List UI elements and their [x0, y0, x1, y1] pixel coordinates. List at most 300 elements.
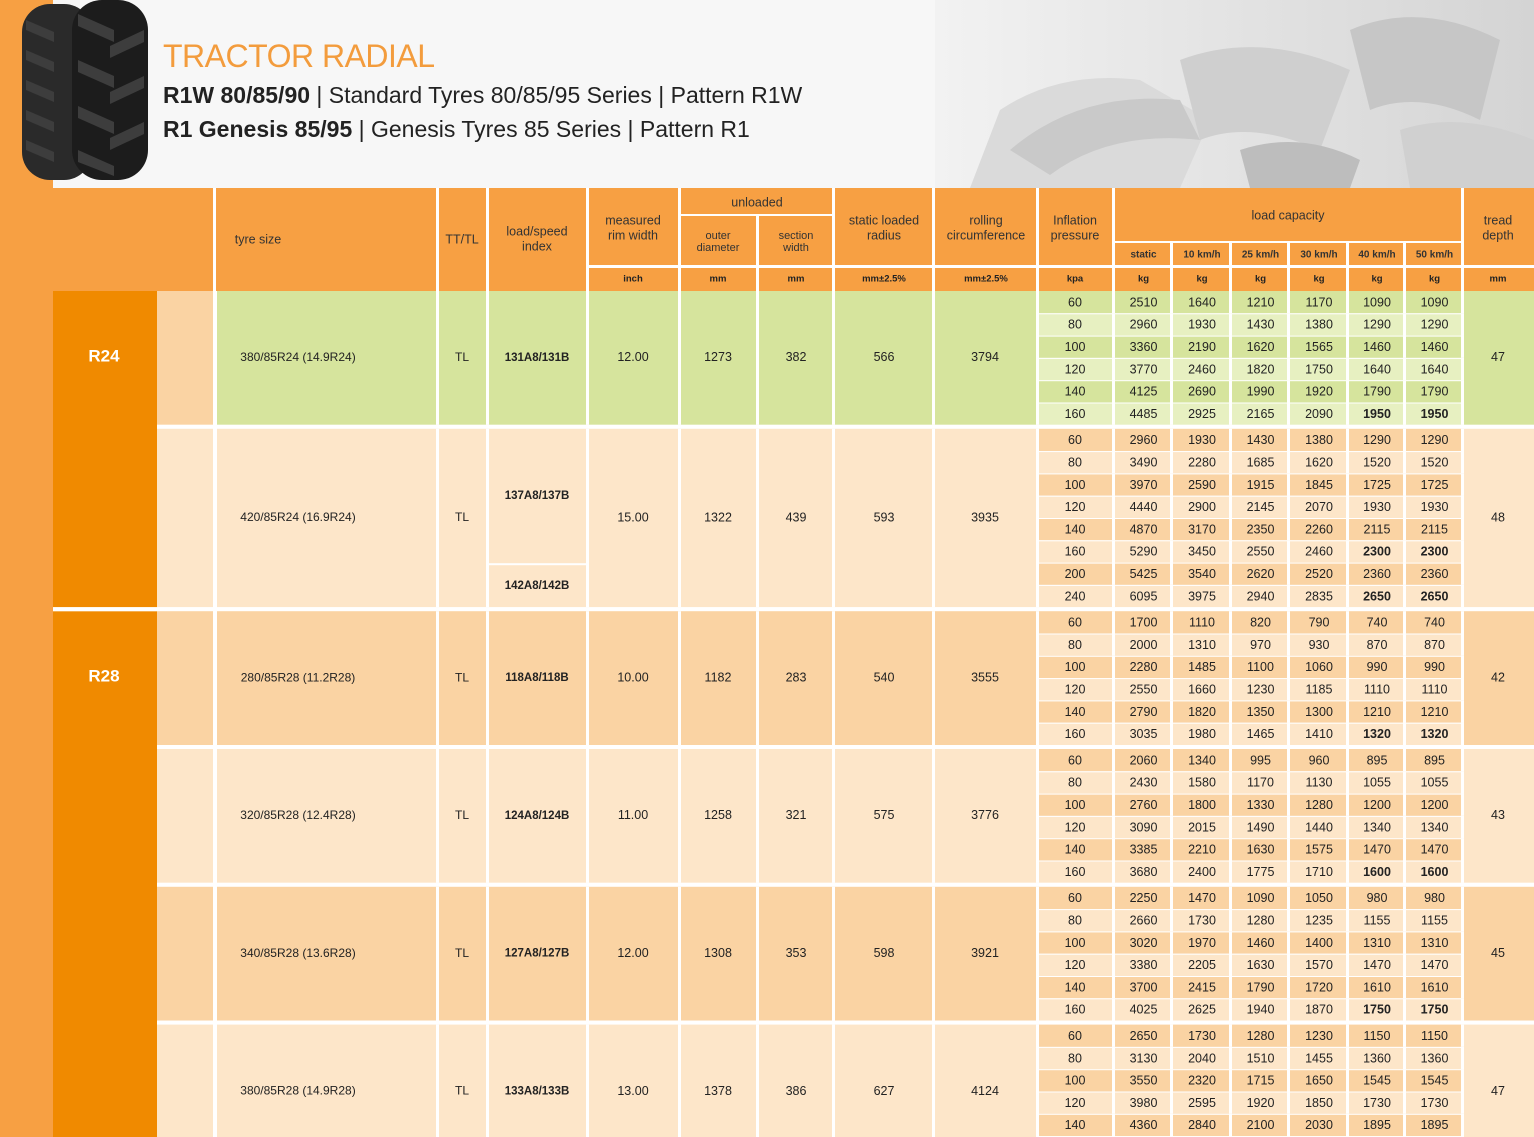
col-line	[1287, 954, 1290, 976]
tyre-tt: TL	[454, 510, 470, 525]
load-value: 1210	[1246, 295, 1275, 310]
load-value: 1750	[1420, 1002, 1449, 1017]
col-line	[1287, 380, 1290, 402]
col-line	[1170, 656, 1173, 678]
col-line	[1403, 723, 1406, 745]
load-value: 1090	[1363, 295, 1391, 310]
load-value: 3540	[1188, 567, 1216, 582]
load-value: 3980	[1129, 1095, 1158, 1110]
tyre-image	[14, 0, 154, 182]
load-value: 1790	[1420, 384, 1449, 399]
load-value: 2595	[1188, 1095, 1216, 1110]
load-value: 1685	[1246, 455, 1275, 470]
col-line	[1461, 540, 1464, 562]
tyre-tread-depth: 42	[1491, 670, 1505, 685]
load-value: 1230	[1246, 682, 1275, 697]
col-line	[1229, 678, 1232, 700]
load-value: 1730	[1188, 1029, 1216, 1044]
row-separator	[832, 887, 835, 1021]
load-value: 1460	[1420, 340, 1449, 355]
tyre-tread-depth: 45	[1491, 945, 1505, 960]
col-line	[1346, 496, 1349, 518]
col-line	[1287, 634, 1290, 656]
subtitle-genesis	[163, 116, 750, 143]
tyre-row-5	[217, 1025, 1039, 1137]
col-line	[1403, 380, 1406, 402]
col-line	[1403, 540, 1406, 562]
col-line	[1403, 838, 1406, 860]
col-line	[1112, 291, 1115, 313]
col-line	[1287, 451, 1290, 473]
subtitle-r1w-rest: | Standard Tyres 80/85/95 Series | Pattern R1W	[310, 82, 803, 108]
load-value: 1340	[1363, 820, 1391, 835]
col-line	[1112, 313, 1115, 335]
load-value: 1920	[1305, 384, 1333, 399]
header-separator	[486, 188, 489, 291]
row-separator	[678, 749, 681, 883]
col-line	[1346, 998, 1349, 1020]
col-line	[1403, 473, 1406, 495]
col-line	[1287, 585, 1290, 607]
row-separator	[436, 291, 439, 425]
load-value: 1455	[1305, 1051, 1333, 1066]
subtitle-r1w-bold: R1W 80/85/90	[163, 82, 311, 108]
load-value: 2460	[1188, 362, 1216, 377]
unit-inflation: kpa	[1066, 273, 1084, 285]
col-line	[1346, 794, 1349, 816]
inflation-value: 80	[1068, 1051, 1082, 1066]
load-value: 2350	[1246, 522, 1275, 537]
row-separator	[678, 611, 681, 745]
load-value: 1470	[1363, 842, 1391, 857]
header-static-radius: radius	[866, 228, 902, 243]
header-speed-5: 50 km/h	[1415, 249, 1454, 261]
tyre-section-width: 283	[785, 670, 807, 685]
col-line	[1346, 954, 1349, 976]
load-value: 1060	[1305, 660, 1333, 675]
load-value: 2835	[1305, 589, 1333, 604]
col-line	[1170, 496, 1173, 518]
header-static-radius: static loaded	[848, 213, 920, 228]
tyre-tt: TL	[454, 1083, 470, 1098]
tyre-outer-diameter: 1378	[704, 1083, 732, 1098]
col-line	[1287, 403, 1290, 425]
row-separator	[436, 887, 439, 1021]
unit-rolling: mm±2.5%	[964, 273, 1008, 285]
load-value: 2250	[1129, 891, 1158, 906]
col-line	[1229, 976, 1232, 998]
col-line	[1112, 931, 1115, 953]
col-line	[1287, 887, 1290, 909]
col-line	[1403, 976, 1406, 998]
col-line	[1229, 1114, 1232, 1136]
tyre-outer-diameter: 1182	[704, 670, 732, 685]
col-line	[1112, 563, 1115, 585]
header-load-speed: index	[522, 239, 552, 254]
load-value: 1940	[1246, 1002, 1275, 1017]
load-value: 2660	[1129, 913, 1158, 928]
load-value: 2300	[1420, 544, 1449, 559]
col-line	[1287, 976, 1290, 998]
tyre-rim-width: 12.00	[617, 945, 649, 960]
tyre-tt: TL	[454, 670, 470, 685]
col-line	[1170, 678, 1173, 700]
col-line	[1461, 634, 1464, 656]
col-line	[1346, 634, 1349, 656]
inflation-value: 120	[1064, 682, 1086, 697]
col-line	[1461, 909, 1464, 931]
col-line	[1287, 358, 1290, 380]
col-line	[1346, 473, 1349, 495]
row-line	[1039, 563, 1464, 564]
header-tyre-size: tyre size	[234, 232, 282, 247]
col-line	[1403, 563, 1406, 585]
load-value: 970	[1250, 637, 1271, 652]
col-line	[1229, 887, 1232, 909]
row-separator	[678, 887, 681, 1021]
col-line	[1112, 887, 1115, 909]
tyre-static-radius: 627	[873, 1083, 895, 1098]
load-value: 4360	[1129, 1118, 1158, 1133]
col-line	[1170, 518, 1173, 540]
col-line	[1287, 429, 1290, 451]
inflation-value: 140	[1064, 522, 1086, 537]
col-line	[1403, 336, 1406, 358]
col-line	[1229, 403, 1232, 425]
col-line	[1229, 518, 1232, 540]
col-line	[1461, 771, 1464, 793]
inflation-value: 60	[1068, 433, 1082, 448]
row-line	[1039, 794, 1464, 795]
load-value: 4870	[1129, 522, 1158, 537]
row-line	[1039, 656, 1464, 657]
load-value: 2000	[1129, 637, 1158, 652]
load-value: 1650	[1305, 1073, 1333, 1088]
load-value: 1055	[1420, 775, 1449, 790]
load-value: 1640	[1363, 362, 1391, 377]
col-line	[1112, 1069, 1115, 1091]
col-line	[1461, 656, 1464, 678]
tread-background-image	[880, 0, 1534, 188]
row-separator	[586, 749, 589, 883]
row-line	[1039, 518, 1464, 519]
col-line	[1287, 838, 1290, 860]
load-value: 1340	[1188, 753, 1216, 768]
header-separator	[586, 188, 589, 291]
col-line	[1229, 861, 1232, 883]
load-value: 1460	[1246, 935, 1275, 950]
col-line	[1112, 656, 1115, 678]
tyre-static-radius: 575	[873, 808, 895, 823]
load-value: 1110	[1421, 682, 1448, 697]
col-line	[1170, 838, 1173, 860]
load-value: 1230	[1305, 1029, 1333, 1044]
col-line	[1170, 749, 1173, 771]
load-value: 1790	[1363, 384, 1391, 399]
inflation-value: 80	[1068, 775, 1082, 790]
row-separator	[586, 429, 589, 607]
load-value: 1380	[1305, 433, 1333, 448]
load-value: 1800	[1188, 798, 1216, 813]
row-line	[1039, 1069, 1464, 1070]
col-line	[1112, 909, 1115, 931]
load-value: 1510	[1246, 1051, 1275, 1066]
col-line	[1287, 1069, 1290, 1091]
col-line	[1287, 794, 1290, 816]
header-separator	[1170, 241, 1173, 267]
col-line	[1229, 336, 1232, 358]
header-separator	[1229, 267, 1232, 291]
load-value: 1470	[1420, 842, 1449, 857]
inflation-value: 140	[1064, 980, 1086, 995]
header-tread: depth	[1482, 228, 1514, 243]
load-value: 1600	[1420, 864, 1449, 879]
row-separator	[932, 749, 935, 883]
load-value: 1710	[1305, 864, 1333, 879]
col-line	[1346, 1025, 1349, 1047]
load-value: 1630	[1246, 842, 1275, 857]
tyre-rolling: 3776	[971, 808, 999, 823]
col-line	[1112, 838, 1115, 860]
col-line	[1346, 403, 1349, 425]
inflation-value: 120	[1064, 820, 1086, 835]
col-line	[1346, 1092, 1349, 1114]
col-line	[1287, 473, 1290, 495]
load-value: 3975	[1188, 589, 1216, 604]
col-line	[1112, 451, 1115, 473]
load-value: 1100	[1247, 660, 1274, 675]
load-value: 930	[1308, 637, 1330, 652]
load-value: 1110	[1364, 682, 1390, 697]
load-value: 1820	[1246, 362, 1275, 377]
load-value: 980	[1424, 891, 1445, 906]
col-line	[1229, 634, 1232, 656]
col-line	[1403, 998, 1406, 1020]
load-value: 1565	[1305, 340, 1333, 355]
header-inflation: pressure	[1050, 228, 1100, 243]
col-line	[1229, 723, 1232, 745]
inflation-value: 60	[1068, 1029, 1082, 1044]
col-line	[1112, 678, 1115, 700]
load-value: 1150	[1421, 1029, 1448, 1044]
load-value: 1310	[1188, 637, 1216, 652]
header-separator	[756, 267, 759, 291]
row-separator	[1036, 749, 1039, 883]
row-separator	[1036, 1025, 1039, 1137]
load-value: 2145	[1246, 500, 1275, 515]
col-line	[1229, 749, 1232, 771]
row-separator	[932, 1025, 935, 1137]
load-value: 1730	[1420, 1095, 1449, 1110]
load-value: 1575	[1305, 842, 1333, 857]
load-value: 2210	[1188, 842, 1216, 857]
tyre-section-width: 382	[785, 350, 807, 365]
load-value: 1970	[1188, 935, 1216, 950]
tyre-size: 380/85R28 (14.9R28)	[240, 1083, 356, 1098]
col-line	[1287, 611, 1290, 633]
col-line	[1229, 451, 1232, 473]
inflation-value: 140	[1064, 1118, 1086, 1133]
inflation-value: 60	[1068, 891, 1082, 906]
tyre-data-table	[0, 188, 1534, 1137]
tyre-index: 127A8/127B	[504, 947, 570, 960]
col-line	[1346, 976, 1349, 998]
load-value: 1200	[1363, 798, 1391, 813]
row-line	[1039, 585, 1464, 586]
tyre-outer-diameter: 1273	[704, 350, 732, 365]
row-separator	[436, 749, 439, 883]
header-section-width: width	[783, 241, 809, 254]
unit-load-3: kg	[1313, 273, 1325, 285]
col-line	[1346, 380, 1349, 402]
tyre-outer-diameter: 1308	[704, 945, 732, 960]
load-value: 2840	[1188, 1118, 1216, 1133]
inflation-value: 100	[1064, 798, 1086, 813]
col-line	[1403, 1047, 1406, 1069]
col-line	[1229, 816, 1232, 838]
load-value: 3360	[1129, 340, 1158, 355]
inflation-value: 60	[1068, 295, 1082, 310]
load-value: 2690	[1188, 384, 1216, 399]
col-line	[1461, 585, 1464, 607]
col-line	[1112, 473, 1115, 495]
col-line	[1461, 700, 1464, 722]
unit-outer: mm	[709, 273, 727, 285]
inflation-value: 120	[1064, 362, 1086, 377]
tyre-outer-diameter: 1322	[704, 510, 732, 525]
tyre-section-width: 353	[785, 945, 807, 960]
header-separator	[1461, 267, 1464, 291]
col-line	[1170, 1069, 1173, 1091]
inflation-value: 60	[1068, 753, 1082, 768]
load-value: 1790	[1246, 980, 1275, 995]
col-line	[1287, 336, 1290, 358]
page-title: TRACTOR RADIAL	[163, 38, 435, 74]
col-line	[1403, 1069, 1406, 1091]
load-value: 2650	[1420, 589, 1449, 604]
col-line	[1229, 540, 1232, 562]
subtitle-r1w	[163, 82, 802, 109]
col-line	[1346, 771, 1349, 793]
col-line	[1112, 1092, 1115, 1114]
col-line	[1287, 749, 1290, 771]
col-line	[1346, 563, 1349, 585]
load-value: 3550	[1129, 1073, 1158, 1088]
col-line	[1287, 563, 1290, 585]
row-separator	[489, 563, 586, 565]
tyre-index: 118A8/118B	[505, 672, 569, 685]
col-line	[1170, 723, 1173, 745]
tyre-index: 142A8/142B	[504, 580, 570, 593]
load-value: 2060	[1129, 753, 1158, 768]
inflation-value: 100	[1064, 477, 1086, 492]
load-value: 3035	[1129, 727, 1158, 742]
col-line	[1461, 291, 1464, 313]
col-line	[1112, 998, 1115, 1020]
col-line	[1112, 518, 1115, 540]
tyre-rolling: 3935	[971, 510, 999, 525]
inflation-value: 80	[1068, 455, 1082, 470]
col-line	[1346, 678, 1349, 700]
header-separator	[1170, 267, 1173, 291]
col-line	[1403, 313, 1406, 335]
tyre-rim-width: 13.00	[617, 1083, 649, 1098]
load-value: 2900	[1188, 500, 1216, 515]
load-value: 1280	[1246, 1029, 1275, 1044]
load-value: 1330	[1246, 798, 1275, 813]
row-line	[1039, 403, 1464, 404]
inflation-value: 160	[1064, 406, 1086, 421]
load-value: 1440	[1305, 820, 1333, 835]
load-value: 1750	[1363, 1002, 1391, 1017]
row-side-cell	[157, 429, 213, 607]
load-value: 2070	[1305, 500, 1333, 515]
load-value: 2300	[1363, 544, 1391, 559]
col-line	[1112, 380, 1115, 402]
load-value: 1715	[1246, 1073, 1275, 1088]
load-value: 2260	[1305, 522, 1333, 537]
load-value: 2940	[1246, 589, 1275, 604]
inflation-value: 120	[1064, 958, 1086, 973]
col-line	[1461, 1047, 1464, 1069]
col-line	[1287, 1025, 1290, 1047]
load-value: 1360	[1420, 1051, 1449, 1066]
header-separator	[1287, 241, 1290, 267]
row-line	[1039, 838, 1464, 839]
col-line	[1112, 794, 1115, 816]
load-value: 1660	[1188, 682, 1216, 697]
col-line	[1346, 1114, 1349, 1136]
row-separator	[586, 1025, 589, 1137]
col-line	[1346, 585, 1349, 607]
col-line	[1346, 429, 1349, 451]
tyre-static-radius: 593	[873, 510, 895, 525]
col-line	[1403, 496, 1406, 518]
row-separator	[678, 291, 681, 425]
load-value: 2360	[1420, 567, 1449, 582]
col-line	[1229, 380, 1232, 402]
load-value: 820	[1250, 615, 1271, 630]
load-value: 2550	[1129, 682, 1158, 697]
row-separator	[832, 1025, 835, 1137]
col-line	[1112, 496, 1115, 518]
load-value: 1200	[1420, 798, 1449, 813]
row-side-cell	[157, 1025, 213, 1137]
load-value: 2360	[1363, 567, 1391, 582]
col-line	[1346, 1069, 1349, 1091]
load-value: 2590	[1188, 477, 1216, 492]
tyre-size: 340/85R28 (13.6R28)	[240, 945, 356, 960]
col-line	[1112, 358, 1115, 380]
col-line	[1403, 291, 1406, 313]
col-line	[1112, 336, 1115, 358]
load-value: 1930	[1420, 500, 1449, 515]
header-separator	[1229, 241, 1232, 267]
unit-load-4: kg	[1371, 273, 1383, 285]
col-line	[1287, 861, 1290, 883]
load-value: 2320	[1188, 1073, 1216, 1088]
inflation-value: 160	[1064, 727, 1086, 742]
block-gap	[157, 883, 1534, 887]
load-value: 1950	[1363, 406, 1391, 421]
header-section-width: section	[778, 229, 814, 242]
tyre-rolling: 3794	[971, 350, 999, 365]
col-line	[1170, 931, 1173, 953]
load-value: 2040	[1188, 1051, 1216, 1066]
load-value: 2430	[1129, 775, 1158, 790]
tyre-section-width: 386	[785, 1083, 807, 1098]
col-line	[1461, 749, 1464, 771]
